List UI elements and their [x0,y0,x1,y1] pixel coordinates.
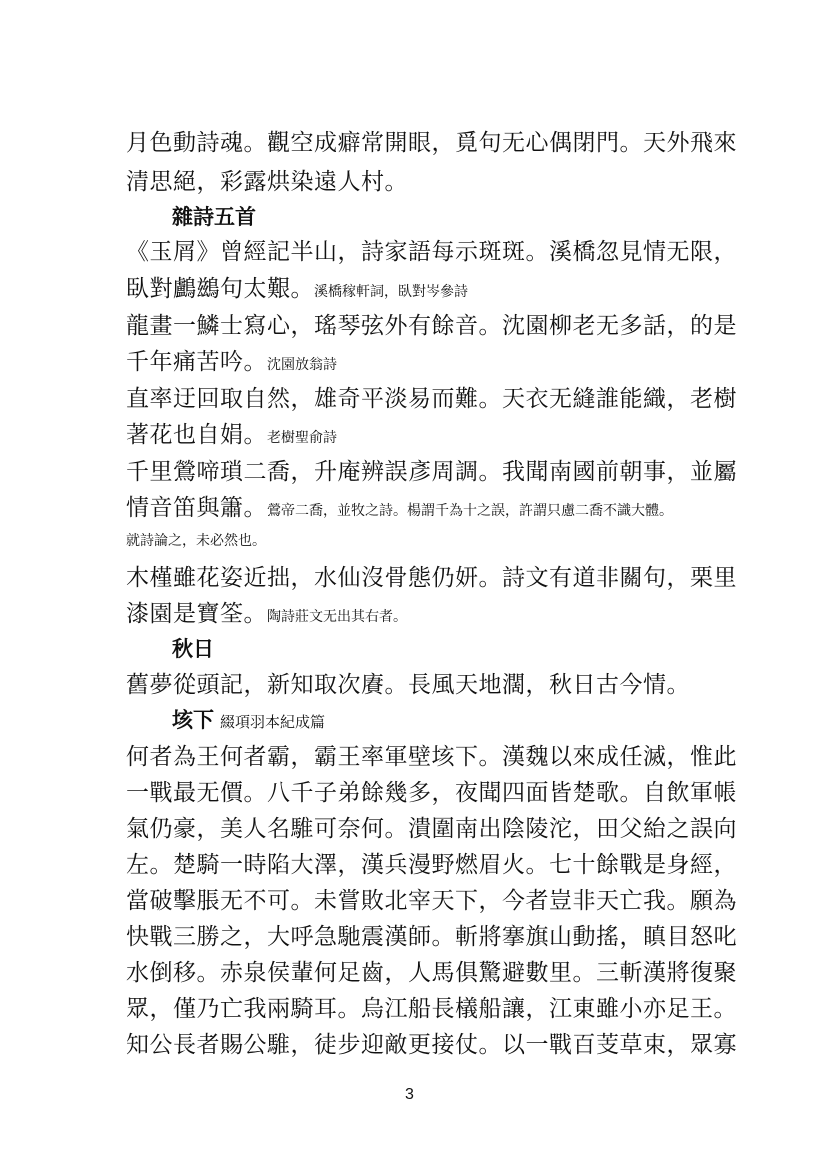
verse-text: 漆園是寶筌。 [126,601,267,627]
poem-line: 氣仍豪，美人名騅可奈何。潰圍南出陰陵沱，田父紿之誤向 [126,816,737,842]
verse-text: 情音笛與簫。 [126,495,267,521]
poem-line: 眾，僅乃亡我兩騎耳。烏江船長檥船讓，江東雖小亦足王。 [126,996,737,1022]
annotation: 沈園放翁詩 [267,357,337,373]
poem-line: 舊夢從頭記，新知取次賡。長風天地濶，秋日古今情。 [126,672,690,698]
poem-line [126,494,726,525]
poem-line: 水倒移。赤泉侯輩何足齒，人馬俱驚避數里。三斬漢將復聚 [126,960,737,986]
verse-text: 著花也自娟。 [126,422,267,448]
poem-line: 當破擊脹无不可。未嘗敗北宰天下，今者豈非天亡我。願為 [126,888,737,914]
verse-text: 千年痛苦吟。 [126,349,267,375]
page-number: 3 [405,1086,414,1103]
annotation: 鶯帝二喬，並牧之詩。楊謂千為十之誤，許謂只慮二喬不識大體。 [267,503,673,519]
poem-line [126,600,726,631]
annotation: 陶詩莊文无出其右者。 [267,609,407,625]
poem-line: 木槿雖花姿近拙，水仙沒骨態仍妍。詩文有道非關句，栗里 [126,565,737,591]
poem-line: 直率迂回取自然，雄奇平淡易而難。天衣无縫誰能織，老樹 [126,386,737,412]
poem-title: 雜詩五首 [172,204,256,229]
poem-line: 快戰三勝之，大呼急馳震漢師。斬將搴旗山動搖，瞋目怒叱 [126,924,737,950]
poem-line [126,348,726,379]
poem-line: 千里鶯啼瑣二喬，升庵辨誤彥周調。我聞南國前朝事，並屬 [126,459,737,485]
intro-line: 月色動詩魂。觀空成癖常開眼，覓句无心偶閉門。天外飛來 [126,130,737,156]
poem-line: 左。楚騎一時陷大澤，漢兵漫野燃眉火。七十餘戰是身經， [126,852,737,878]
poem-line: 《玉屑》曾經記半山，詩家語每示斑斑。溪橋忽見情无限， [126,239,737,265]
annotation: 溪橋稼軒詞，臥對岑參詩 [314,284,468,300]
poem-subtitle: 綴項羽本紀成篇 [220,713,326,731]
poem-title [172,706,325,736]
poem-line [126,275,726,306]
annotation: 老樹聖俞詩 [267,430,337,446]
verse-text: 臥對鸕鷀句太艱。 [126,276,314,302]
poem-line: 一戰最无價。八千子弟餘幾多，夜聞四面皆楚歌。自飲軍帳 [126,780,737,806]
poem-title-text: 垓下 [172,707,214,732]
poem-line [126,421,726,452]
poem-title: 秋日 [172,636,214,661]
poem-line: 龍畫一鱗士寫心，瑤琴弦外有餘音。沈園柳老无多話，的是 [126,313,737,339]
poem-line: 知公長者賜公騅，徒步迎敵更接仗。以一戰百芰草束，眾寡 [126,1032,737,1058]
annotation-line: 就詩論之，未必然也。 [126,533,266,549]
intro-line: 清思絕，彩露烘染遠人村。 [126,169,408,195]
poem-line: 何者為王何者霸，霸王率軍壁垓下。漢魏以來成任滅，惟此 [126,744,737,770]
